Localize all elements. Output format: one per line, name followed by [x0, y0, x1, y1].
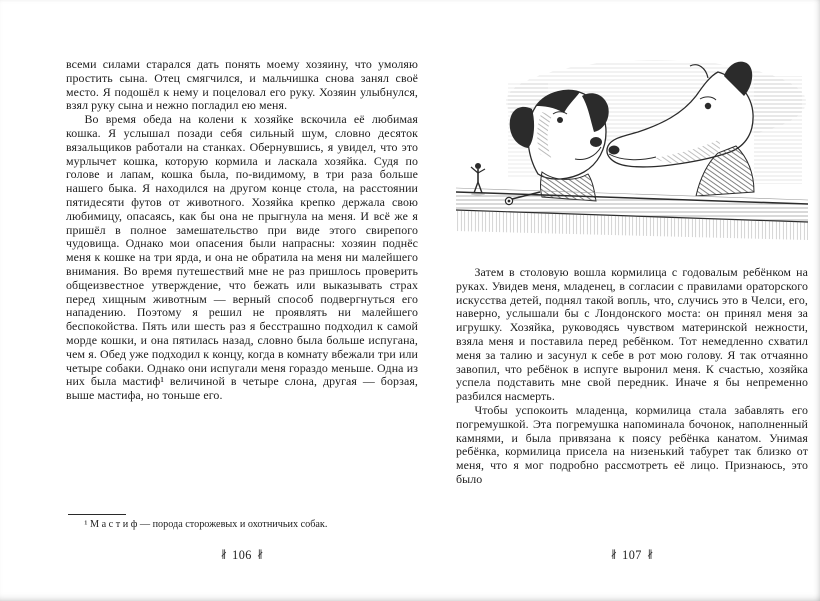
- paragraph-dinner-cat: Во время обеда на колени к хозяйке вскочила её любимая кошка. Я услышал позади себя сильный шум, словно десяток вязальщиков работали на станках. Обернувшись, я увидел, что это мурлычет кошка, которую кормила и ласкала хозяйка. Судя по голове и лапам, кошка была, по-видимому, в три раза больше нашего быка. Я находился на другом конце стола, на расстоянии пятидесяти футов от животного. Хозяйка крепко держала свою любимицу, опасаясь, как бы она не прыгнула на меня. И всё же я пришёл в полное замешательство при виде этого свирепого чудовища. Однако мои опасения были напрасны: хозяин поднёс меня к кошке на три ярда, и она не обратила на меня ни малейшего внимания. Во время путешествий мне не раз пришлось проверить общеизвестное утверждение, что бежать или выказывать страх перед хищным животным — верный способ подвергнуться его нападению. Поэтому я решил не проявлять ни малейшего беспокойства. Пять или шесть раз я бесстрашно подходил к самой морде кошки, и она пятилась назад, словно была больше испугана, чем я. Обед уже подходил к концу, когда в комнату вбежали три или четыре собаки. Однако они испугали меня гораздо меньше. Одна из них была мастиф¹ величиной в четыре слона, другая — борзая, выше мастифа, но тоньше его.: [66, 112, 418, 403]
- footnote-block: [66, 514, 418, 532]
- left-text-block: [66, 58, 418, 510]
- footnote-divider: [68, 514, 126, 515]
- page-ornament-right-icon: ∦: [646, 550, 654, 561]
- page-ornament-left-icon: ∦: [610, 550, 618, 561]
- page-number-left: [66, 548, 418, 563]
- page-number-right: [456, 548, 808, 563]
- page-ornament-left-icon: ∦: [220, 550, 228, 561]
- page-left: [66, 0, 418, 601]
- page-number-right-value: 107: [622, 548, 642, 562]
- tiny-gulliver-figure: [471, 163, 485, 196]
- illustration-two-dogs: [456, 54, 808, 252]
- page-ornament-right-icon: ∦: [256, 550, 264, 561]
- paragraph-rattle: Чтобы успокоить младенца, кормилица стала забавлять его погремушкой. Эта погремушка напоминала бочонок, наполненный камнями, и была привязана к поясу ребёнка канатом. Унимая ребёнка, кормилица присела на низенький табурет так близко от меня, что я мог подробно рассмотреть её лицо. Признаюсь, это было: [456, 402, 808, 486]
- page-number-left-value: 106: [232, 548, 252, 562]
- page-right: [456, 0, 808, 601]
- dogs-engraving-icon: [456, 54, 808, 252]
- footnote-mastiff: ¹ М а с т и ф — порода сторожевых и охотничьих собак.: [84, 519, 328, 530]
- right-text-block: [456, 266, 808, 544]
- paragraph-nurse-baby: Затем в столовую вошла кормилица с годовалым ребёнком на руках. Увидев меня, младенец, в согласии с правилами ораторского искусства детей, поднял такой вопль, что, случись это в Челси, его, наверно, услышали бы с Лондонского моста: он принял меня за игрушку. Хозяйка, руководясь чувством материнской нежности, взяла меня и поставила перед ребёнком. Тот немедленно схватил меня за талию и засунул к себе в рот мою голову. Я так отчаянно завопил, что ребёнок в испуге выронил меня. К счастью, хозяйка успела подставить мне свой передник. Иначе я бы непременно разбился насмерть.: [456, 266, 808, 404]
- paragraph-continuation: всеми силами старался дать понять моему хозяину, что умоляю простить сына. Отец смягчился, и мальчишка снова занял своё место. Я подошёл к нему и поцеловал его руку. Хозяин улыбнулся, взял руку сына и нежно погладил ею меня.: [66, 58, 418, 113]
